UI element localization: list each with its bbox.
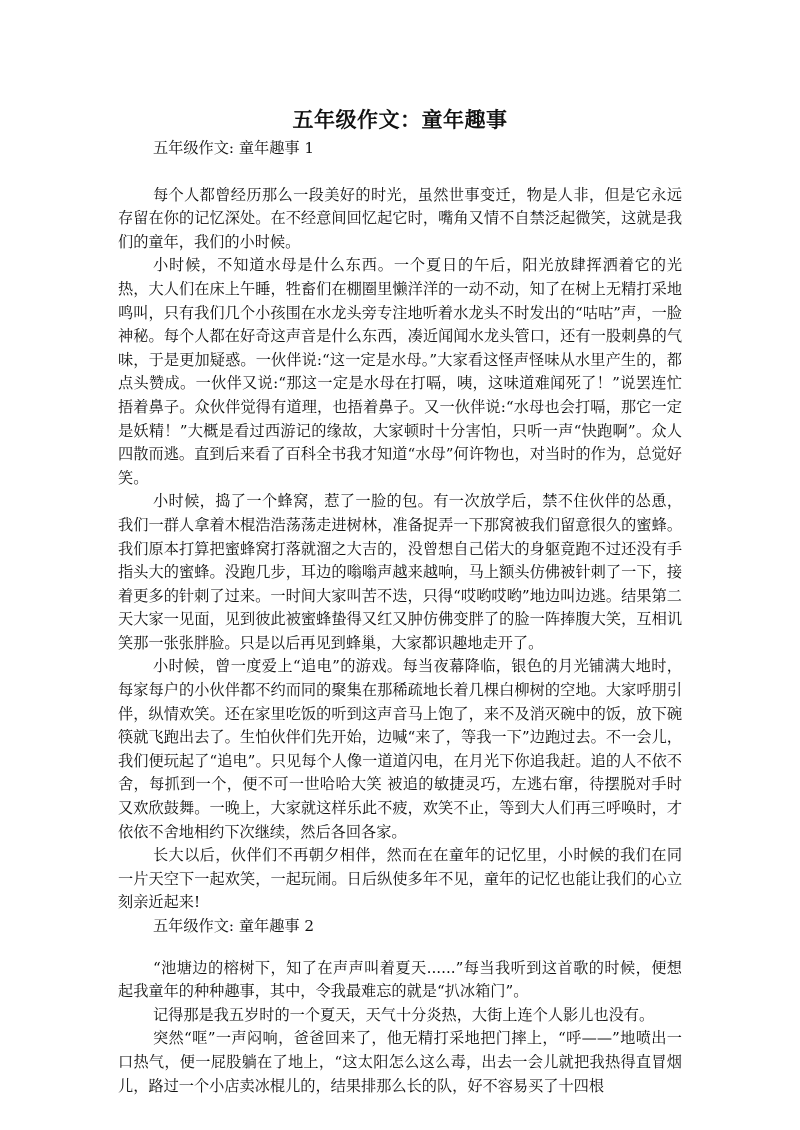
document-title: 五年级作文：童年趣事 <box>292 108 508 132</box>
paragraph: 长大以后，伙伴们不再朝夕相伴，然而在在童年的记忆里，小时候的我们在同一片天空下一起欢笑，一起玩闹。日后纵使多年不见，童年的记忆也能让我们的心立刻亲近起来! <box>118 846 682 912</box>
paragraph: 小时候，不知道水母是什么东西。一个夏日的午后，阳光放肆挥洒着它的光热，大人们在床上午睡，牲畜们在棚圈里懒洋洋的一动不动，知了在树上无精打采地鸣叫，只有我们几个小孩围在水龙头旁专注地听着水龙头不时发出的“咕咕”声，一脸神秘。每个人都在好奇这声音是什么东西，凑近闻闻水龙头管口，还有一股刺鼻的气味，于是更加疑惑。一伙伴说:“这一定是水母。”大家看这怪声怪味从水里产生的，都点头赞成。一伙伴又说:“那这一定是水母在打嗝，咦，这味道难闻死了！”说罢连忙捂着鼻子。众伙伴觉得有道理，也捂着鼻子。又一伙伴说:“水母也会打嗝，那它一定是妖精！”大概是看过西游记的缘故，大家顿时十分害怕，只听一声“快跑啊”。众人四散而逃。直到后来看了百科全书我才知道“水母”何许物也，对当时的作为，总觉好笑。 <box>118 256 682 487</box>
spacer <box>118 939 682 957</box>
paragraph: 突然“哐”一声闷响，爸爸回来了，他无精打采地把门摔上，“呼——”地喷出一口热气，便一屁股躺在了地上，“这太阳怎么这么毒，出去一会儿就把我热得直冒烟儿，路过一个小店卖冰棍儿的，结果排那么长的队，好不容易买了十四根 <box>118 1029 682 1095</box>
paragraph: 小时候，捣了一个蜂窝，惹了一脸的包。有一次放学后，禁不住伙伴的怂恿，我们一群人拿着木棍浩浩荡荡走进树林，准备捉弄一下那窝被我们留意很久的蜜蜂。我们原本打算把蜜蜂窝打落就溜之大吉的，没曾想自己偌大的身躯竟跑不过还没有手指头大的蜜蜂。没跑几步，耳边的嗡嗡声越来越响，马上额头仿佛被针刺了一下，接着更多的针刺了过来。一时间大家叫苦不迭，只得“哎哟哎哟”地边叫边逃。结果第二天大家一见面，见到彼此被蜜蜂蛰得又红又肿仿佛变胖了的脸一阵捧腹大笑，互相讥笑那一张张胖脸。只是以后再见到蜂巢，大家都识趣地走开了。 <box>118 492 682 652</box>
paragraph: 记得那是我五岁时的一个夏天，天气十分炎热，大街上连个人影儿也没有。 <box>152 1005 655 1024</box>
paragraph: 小时候，曾一度爱上“追电”的游戏。每当夜幕降临，银色的月光铺满大地时，每家每户的小伙伴都不约而同的聚集在那稀疏地长着几棵白柳树的空地。大家呼朋引伴，纵情欢笑。还在家里吃饭的听到这声音马上饱了，来不及消灭碗中的饭，放下碗筷就飞跑出去了。生怕伙伴们先开始，边喊“来了，等我一下”边跑过去。不一会儿，我们便玩起了“追电”。只见每个人像一道道闪电，在月光下你追我赶。追的人不依不舍，每抓到一个，便不可一世哈哈大笑 被追的敏捷灵巧，左逃右窜，待摆脱对手时又欢欣鼓舞。一晚上，大家就这样乐此不疲，欢笑不止，等到大人们再三呼唤时，才依依不舍地相约下次继续，然后各回各家。 <box>118 657 682 841</box>
paragraph: “池塘边的榕树下，知了在声声叫着夏天......”每当我听到这首歌的时候，便想起我童年的种种趣事，其中，令我最难忘的就是“扒冰箱门”。 <box>118 958 682 1001</box>
document-body <box>118 137 682 1098</box>
paragraph: 每个人都曾经历那么一段美好的时光，虽然世事变迁，物是人非，但是它永远存留在你的记忆深处。在不经意间回忆起它时，嘴角又情不自禁泛起微笑，这就是我们的童年，我们的小时候。 <box>118 185 682 251</box>
spacer <box>118 161 682 184</box>
section-heading: 五年级作文: 童年趣事 2 <box>152 917 315 935</box>
section-heading: 五年级作文: 童年趣事 1 <box>152 139 315 157</box>
